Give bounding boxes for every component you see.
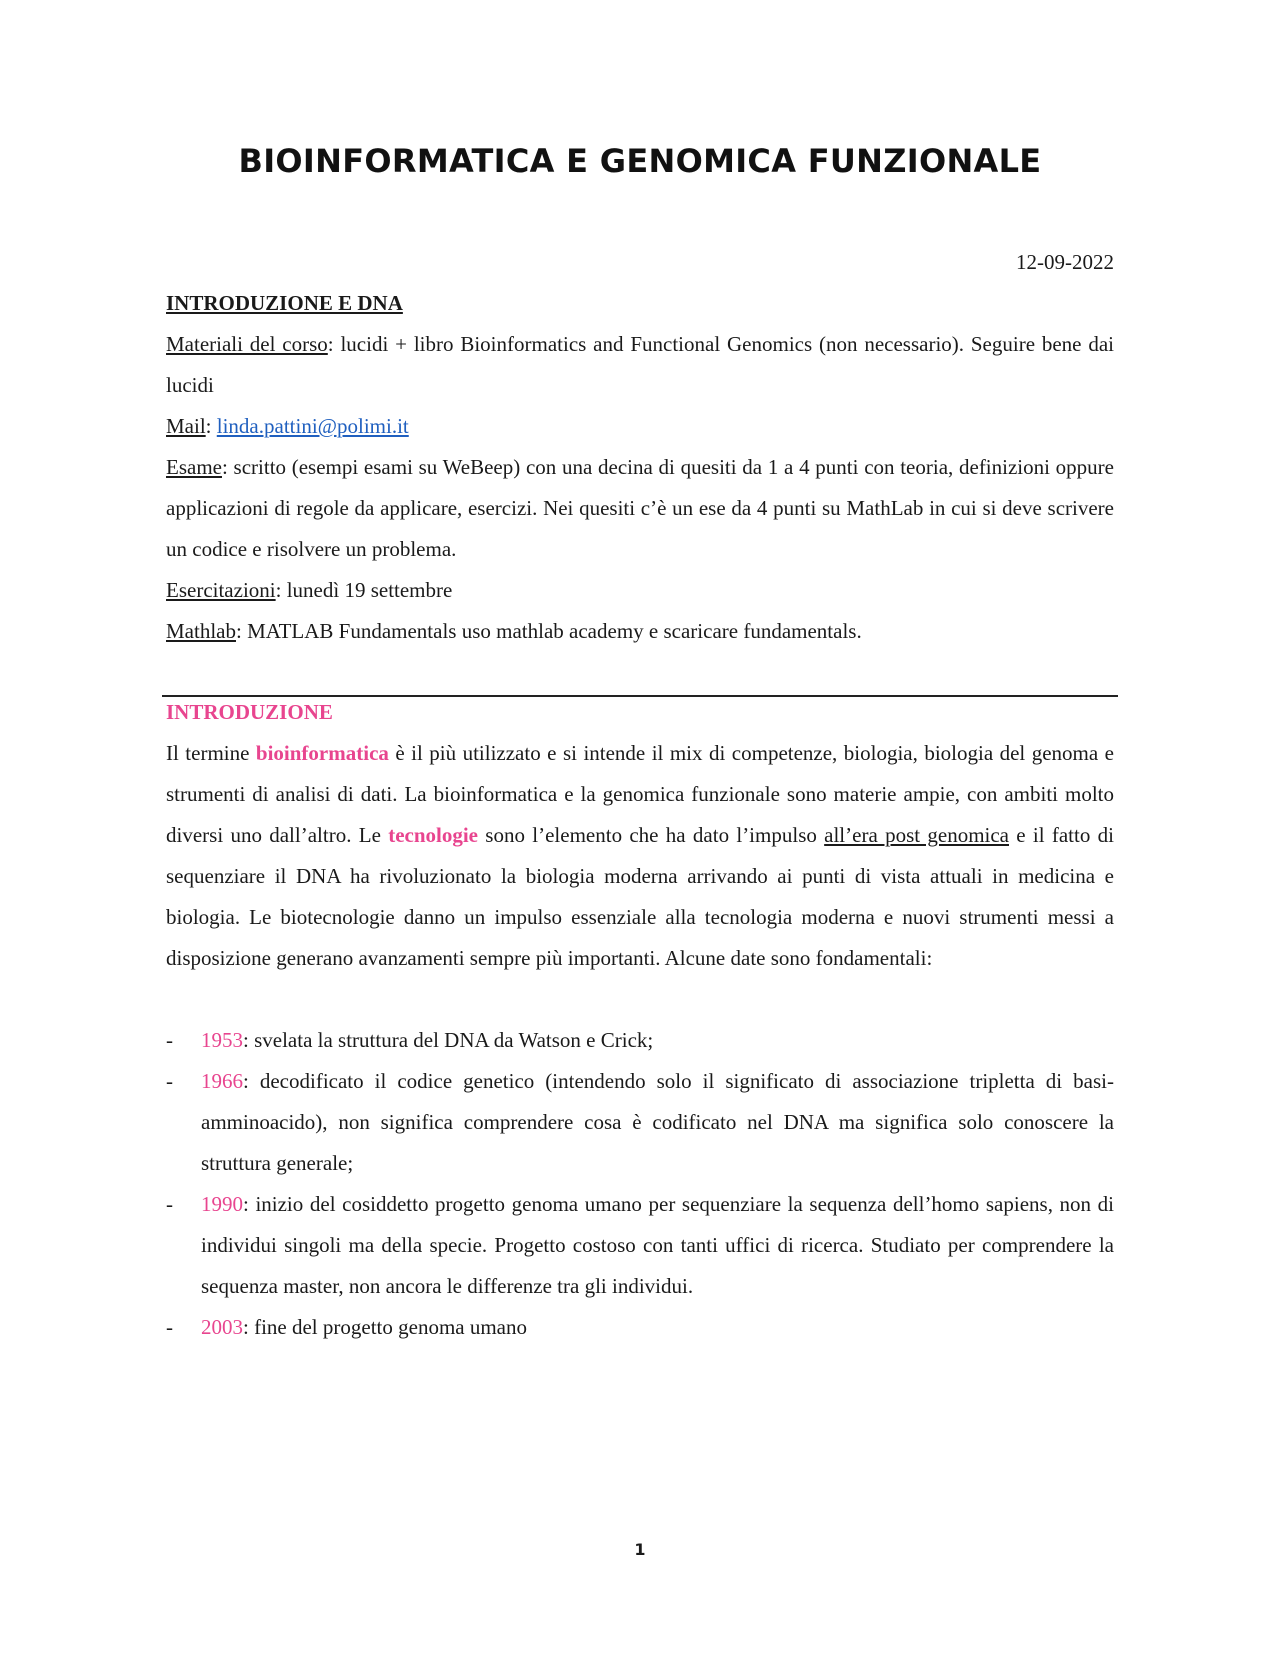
list-item bbox=[166, 1307, 1114, 1348]
year: 1966 bbox=[201, 1069, 243, 1093]
bullet-dash: - bbox=[166, 1028, 173, 1052]
keyword-bioinformatica: bioinformatica bbox=[255, 741, 389, 765]
dates-list bbox=[166, 1020, 1114, 1348]
intro-text-a: Il termine bbox=[166, 741, 256, 765]
year: 2003 bbox=[201, 1315, 243, 1339]
bullet-dash: - bbox=[166, 1315, 173, 1339]
materiali-label: Materiali del corso bbox=[166, 332, 328, 356]
list-item-text: : inizio del cosiddetto progetto genoma umano per sequenziare la sequenza dell’homo sapiens, non di individui singoli ma della specie. Progetto costoso con tanti uffici di ricerca. Studiato per comprendere la sequenza master, non ancora le differenze tra gli individui. bbox=[201, 1192, 1114, 1298]
mathlab-label: Mathlab bbox=[166, 619, 236, 643]
mail-link[interactable]: linda.pattini@polimi.it bbox=[216, 414, 409, 438]
esame-text: : scritto (esempi esami su WeBeep) con una decina di quesiti da 1 a 4 punti con teoria, definizioni oppure applicazioni di regole da applicare, esercizi. Nei quesiti c’è un ese da 4 punti su MathLab in cui si deve scrivere un codice e risolvere un problema. bbox=[166, 455, 1114, 561]
list-item-text: : svelata la struttura del DNA da Watson e Crick; bbox=[243, 1028, 654, 1052]
section-heading-introduzione: INTRODUZIONE bbox=[166, 700, 333, 724]
materiali-paragraph bbox=[166, 324, 1114, 406]
mail-label: Mail bbox=[166, 414, 206, 438]
mathlab-paragraph bbox=[166, 611, 1114, 652]
bullet-dash: - bbox=[166, 1192, 173, 1216]
underlined-era: all’era post genomica bbox=[824, 823, 1009, 847]
list-item-text: : decodificato il codice genetico (intendendo solo il significato di associazione tripletta di basi-amminoacido), non significa comprendere cosa è codificato nel DNA ma significa solo conoscere la struttura generale; bbox=[201, 1069, 1114, 1175]
bullet-dash: - bbox=[166, 1069, 173, 1093]
section-heading-text: INTRODUZIONE E DNA bbox=[166, 291, 403, 315]
document-title: BIOINFORMATICA E GENOMICA FUNZIONALE bbox=[238, 142, 1042, 180]
intro-text-b: è il più utilizzato e si intende il mix di competenze, biologia, biologia del genoma e strumenti di analisi di dati. La bioinformatica e la genomica funzionale sono materie ampie, con ambiti molto diversi uno dall’altro. Le bbox=[166, 741, 1114, 847]
esame-label: Esame bbox=[166, 455, 222, 479]
intro-paragraph bbox=[166, 733, 1114, 979]
list-item bbox=[166, 1061, 1114, 1184]
mail-paragraph bbox=[166, 406, 1114, 447]
list-item bbox=[166, 1020, 1114, 1061]
esercitazioni-label: Esercitazioni bbox=[166, 578, 276, 602]
materiali-text: : lucidi + libro Bioinformatics and Functional Genomics (non necessario). Seguire bene dai lucidi bbox=[166, 332, 1114, 397]
list-item bbox=[166, 1184, 1114, 1307]
esercitazioni-text: : lunedì 19 settembre bbox=[275, 578, 453, 602]
date: 12-09-2022 bbox=[1016, 250, 1114, 274]
mathlab-text: : MATLAB Fundamentals uso mathlab academy e scaricare fundamentals. bbox=[235, 619, 862, 643]
esercitazioni-paragraph bbox=[166, 570, 1114, 611]
intro-section bbox=[166, 692, 1114, 1348]
page-number: 1 bbox=[634, 1540, 646, 1559]
list-item-text: : fine del progetto genoma umano bbox=[243, 1315, 528, 1339]
keyword-tecnologie: tecnologie bbox=[388, 823, 479, 847]
intro-text-d: e il fatto di sequenziare il DNA ha rivoluzionato la biologia moderna arrivando ai punti di vista attuali in medicina e biologia. Le biotecnologie danno un impulso essenziale alla tecnologia moderna e nuovi strumenti messi a disposizione generano avanzamenti sempre più importanti. Alcune date sono fondamentali: bbox=[166, 823, 1114, 970]
section-heading-intro-dna bbox=[166, 283, 1114, 324]
year: 1953 bbox=[201, 1028, 243, 1052]
header-block bbox=[166, 242, 1114, 652]
esame-paragraph bbox=[166, 447, 1114, 570]
intro-text-c: sono l’elemento che ha dato l’impulso bbox=[478, 823, 825, 847]
mail-separator: : bbox=[205, 414, 217, 438]
year: 1990 bbox=[201, 1192, 243, 1216]
